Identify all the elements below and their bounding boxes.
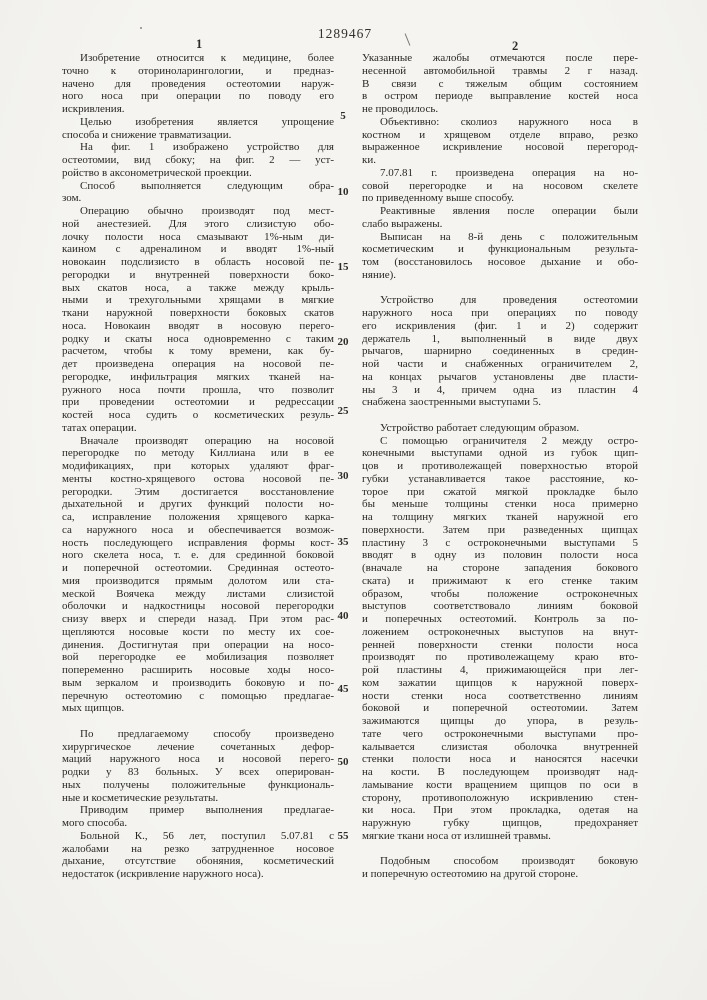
text-line: маций наружного носа и носовой перего- <box>62 753 334 766</box>
text-line: ком зажатии щипцов к наружной поверх- <box>362 676 638 689</box>
text-line: жалобами на резко затрудненное носовое <box>62 842 334 855</box>
paragraph <box>62 205 334 435</box>
text-line: конечными выступами одной из губок щип- <box>362 447 638 460</box>
gutter-line-number: 15 <box>337 261 349 273</box>
text-line: снизу вверх и спереди назад. При этом рас- <box>62 613 334 625</box>
text-line: каином с адреналином и вводят 1%-ный <box>62 243 334 256</box>
text-line: Вначале производят операцию на носовой <box>80 434 334 447</box>
text-line: торое при сжатой мягкой прокладке было <box>362 485 638 498</box>
text-line: вым зеркалом и производить боковую и по- <box>62 676 334 689</box>
paragraph <box>62 52 334 116</box>
text-line: слабо выражены. <box>362 217 443 230</box>
text-line: мия производится прямым долотом или ста- <box>62 574 334 587</box>
text-line: ного носа при операции по поводу его <box>62 90 334 103</box>
text-line: снабжена заостренными выступами 5. <box>362 396 542 409</box>
text-line: са, исправление положения хрящевого карка- <box>62 511 334 523</box>
text-line: (вначале на стороне западения бокового <box>362 562 638 574</box>
text-line: 7.07.81 г. произведена операция на но- <box>380 166 638 179</box>
paragraph <box>62 435 334 716</box>
text-line: на толщину мягких тканей наружной его <box>362 511 638 523</box>
text-line: расчетом, чтобы к тому времени, как бу- <box>62 345 334 358</box>
text-line: рой пластины 4, прижимающейся при лег- <box>362 664 638 676</box>
text-line: ската) и прижимают к его стенке таким <box>362 574 638 587</box>
text-line: искривления. <box>62 103 125 115</box>
paragraph <box>62 804 334 830</box>
text-line: Устройство для проведения остеотомии <box>380 294 638 307</box>
text-line: С помощью ограничителя 2 между остро- <box>380 434 638 447</box>
text-line: ности стенки носа соответственно линиям <box>362 689 638 702</box>
paragraph <box>362 422 638 435</box>
text-line: В связи с тяжелым общим состоянием <box>362 77 638 90</box>
text-line: Подобным способом производят боковую <box>380 855 638 868</box>
text-line: няние). <box>362 268 397 281</box>
text-line: Объективно: сколиоз наружного носа в <box>380 115 638 128</box>
text-line: ружного носа почти прошла, что позволит <box>62 383 334 396</box>
gutter-line-number: 45 <box>337 683 349 695</box>
text-line: точно к оториноларингологии, и предназ- <box>62 64 334 77</box>
text-line: косметическим и функциональным результа- <box>362 243 638 256</box>
text-line: Приводим пример выполнения предлагае- <box>80 804 334 817</box>
patent-number: 1289467 <box>317 26 373 41</box>
paragraph <box>362 52 638 116</box>
text-line: том (восстановилось носовое дыхание и обо- <box>362 256 638 268</box>
text-line: мых щипцов. <box>62 702 125 715</box>
text-line: мого способа. <box>62 817 128 829</box>
paragraph <box>62 116 334 142</box>
text-line: перегородке по методу Киллиана или в ее <box>62 447 334 460</box>
text-line: модификациях, при которых удаляют фраг- <box>62 460 334 472</box>
paragraph <box>62 728 334 805</box>
paragraph <box>362 435 638 843</box>
text-line: ламывание кости вращением щипцов по оси в <box>362 778 638 791</box>
text-line: по приведенному выше способу. <box>362 192 514 205</box>
text-line: костей носа судить о косметических резуль- <box>62 409 334 421</box>
paragraph <box>362 294 638 409</box>
text-line: регородки. Этим достигается восстановление <box>62 485 334 498</box>
paragraph <box>62 180 334 206</box>
text-line: при проведении остеотомии и редрессации <box>62 396 334 409</box>
text-line: менты костно-хрящевого остова носовой пе- <box>62 472 334 485</box>
gutter-line-number: 50 <box>337 756 349 768</box>
gutter-line-number: 30 <box>337 470 349 482</box>
text-line: тате чего остроконечными выступами про- <box>362 727 638 740</box>
text-line: сторону, противоположную искривлению стен- <box>362 791 638 804</box>
text-line: выступов соответствовало линиям боковой <box>362 600 638 613</box>
gutter-line-number: 40 <box>337 610 349 622</box>
text-line: вводят в одну из половин полости носа <box>362 549 638 562</box>
paragraph <box>62 830 334 881</box>
text-line: лочку полости носа смазывают 1%-ным ди- <box>62 230 334 243</box>
gutter-line-number: 10 <box>337 186 349 198</box>
gutter-line-number: 5 <box>340 110 346 122</box>
text-line: Указанные жалобы отмечаются после пере- <box>362 52 638 64</box>
text-line: начено для проведения остеотомии наруж- <box>62 77 334 90</box>
text-line: наружного носа при операциях по поводу <box>362 307 638 319</box>
text-line: ных получены положительные функциональ- <box>62 778 334 791</box>
gutter-line-number: 20 <box>337 336 349 348</box>
text-line: бы меньше толщины стенки носа примерно <box>362 498 638 511</box>
text-line: зажимаются щипцы до упора, в резуль- <box>362 715 638 727</box>
text-line: рычагов, шарнирно соединенных в средин- <box>362 345 638 358</box>
text-line: ность последующего исправления формы кост- <box>62 536 334 549</box>
text-line: и поперечную остеотомию на другой стороне. <box>362 868 579 880</box>
right-column-number: 2 <box>512 39 519 53</box>
paragraph <box>62 141 334 179</box>
text-line: дыхание, отсутствие обоняния, косметический <box>62 855 334 868</box>
text-line: цов и противолежащей поверхностью второй <box>362 460 638 472</box>
text-line: несенной автомобильной травмы 2 г назад. <box>362 64 638 77</box>
text-line: ки носа. При этом прокладка, одетая на <box>362 804 638 817</box>
text-line: вой перегородке ее мобилизация позволяет <box>62 651 334 664</box>
paragraph <box>362 855 638 881</box>
text-line: ложением остроконечных выступов на внут- <box>362 625 638 638</box>
left-text-column <box>62 52 334 881</box>
text-line: совой перегородке и на носовом скелете <box>362 179 638 192</box>
text-line: Способ выполняется следующим обра- <box>80 179 334 192</box>
text-line: ны 3 и 4, причем одна из пластин 4 <box>362 383 638 396</box>
text-line: перечную остеотомию с помощью предлагае- <box>62 689 334 702</box>
text-line: и поперечных остеотомий. Контроль за по- <box>362 613 638 625</box>
text-line: На фиг. 1 изображено устройство для <box>80 141 334 154</box>
left-column-number: 1 <box>196 37 203 51</box>
gutter-line-number: 55 <box>337 830 349 842</box>
text-line: Операцию обычно производят под мест- <box>80 205 334 217</box>
text-line: татах операции. <box>62 421 137 434</box>
text-line: образом, чтобы положение остроконечных <box>362 587 638 600</box>
text-line: губки устанавливается такое расстояние, ко- <box>362 472 638 485</box>
text-line: недостаток (искривление наружного носа). <box>62 868 264 880</box>
text-line: ные и косметические результаты. <box>62 791 219 804</box>
text-line: ренней поверхности стенки полости носа <box>362 638 638 651</box>
paragraph <box>362 116 638 167</box>
paragraph <box>362 167 638 205</box>
text-line: на концах рычагов установлены две пласти- <box>362 370 638 383</box>
text-line: мягкие ткани носа от излишней травмы. <box>362 829 551 842</box>
text-line: держатель 1, выполненный в виде двух <box>362 332 638 345</box>
text-line: Больной К., 56 лет, поступил 5.07.81 с <box>80 829 334 842</box>
text-line: По предлагаемому способу произведено <box>80 727 334 740</box>
text-line: регородке, инфильтрация мягких тканей на- <box>62 370 334 383</box>
scan-artifact-dot <box>140 27 142 29</box>
text-line: попеременно расширить носовые ходы носо- <box>62 664 334 676</box>
text-line: са наружного носа и обеспечивается возмож- <box>62 523 334 536</box>
text-line: вых скатов носа, а также между крыль- <box>62 281 334 294</box>
text-line: щепляются носовые кости по месту их сое- <box>62 625 334 638</box>
text-line: его искривления (фиг. 1 и 2) содержит <box>362 319 638 332</box>
text-line: ройство в аксонометрической проекции. <box>62 166 252 179</box>
right-text-column <box>362 52 638 881</box>
text-line: костном и хрящевом отделе вправо, резко <box>362 128 638 141</box>
text-line: регородки и внутренней поверхности боко- <box>62 268 334 281</box>
text-line: родку и скаты носа одновременно с таким <box>62 332 334 345</box>
text-line: не проводилось. <box>362 103 439 115</box>
text-line: Устройство работает следующим образом. <box>380 421 580 434</box>
text-line: ной анестезией. Для этого слизистую обо- <box>62 217 334 230</box>
text-line: динения. Достигнутая при операции на носо- <box>62 638 334 651</box>
gutter-line-number: 35 <box>337 536 349 548</box>
text-line: ки. <box>362 154 376 166</box>
text-line: Изобретение относится к медицине, более <box>80 52 334 64</box>
text-line: поверхности. Затем при разведенных щипцах <box>362 523 638 536</box>
text-line: ной части и снабженных ограничителем 2, <box>362 358 638 370</box>
text-line: в остром периоде выправление костей носа <box>362 90 638 103</box>
text-line: боковой и поперечной остеотомии. Затем <box>362 702 638 715</box>
text-line: родки у 83 больных. У всех оперирован- <box>62 766 334 778</box>
text-line: дет произведена операция на носовой пе- <box>62 358 334 370</box>
text-line: ными и трехугольными хрящами в мягкие <box>62 294 334 307</box>
text-line: Целью изобретения является упрощение <box>80 115 334 128</box>
gutter-line-number: 25 <box>337 405 349 417</box>
paragraph <box>362 231 638 282</box>
text-line: стенки полости носа и наносятся насечки <box>362 753 638 766</box>
paragraph <box>362 205 638 231</box>
text-line: калывается слизистая оболочка внутренней <box>362 740 638 753</box>
text-line: Выписан на 8-й день с положительным <box>380 230 638 243</box>
text-line: и поперечной остеотомии. Срединная остеото- <box>62 562 334 574</box>
text-line: Реактивные явления после операции были <box>380 205 638 217</box>
text-line: способа и снижение травматизации. <box>62 128 232 141</box>
text-line: оболочки и надкостницы носовой перегородки <box>62 600 334 613</box>
text-line: производят по противолежащему краю вто- <box>362 651 638 664</box>
text-line: носа. Новокаин вводят в носовую перего- <box>62 319 334 332</box>
text-line: выраженное искривление носовой перегород- <box>362 141 638 154</box>
text-line: дыхательной и других функций полости но- <box>62 498 334 511</box>
text-line: остеотомии, вид сбоку; на фиг. 2 — уст- <box>62 154 334 166</box>
text-line: наружную губку щипцов, предохраняет <box>362 817 638 829</box>
text-line: ного скелета носа, т. е. для срединной боковой <box>62 549 334 562</box>
text-line: зом. <box>62 192 82 205</box>
text-line: на кости. В последующем производят над- <box>362 766 638 778</box>
text-line: хирургическое лечение сочетанных дефор- <box>62 740 334 753</box>
text-line: ткани наружной поверхности боковых скатов <box>62 307 334 319</box>
text-line: новокаин подслизисто в область носовой пе- <box>62 256 334 268</box>
text-line: меской Воячека между листами слизистой <box>62 587 334 600</box>
text-line: пластину 3 с остроконечными выступами 5 <box>362 536 638 549</box>
